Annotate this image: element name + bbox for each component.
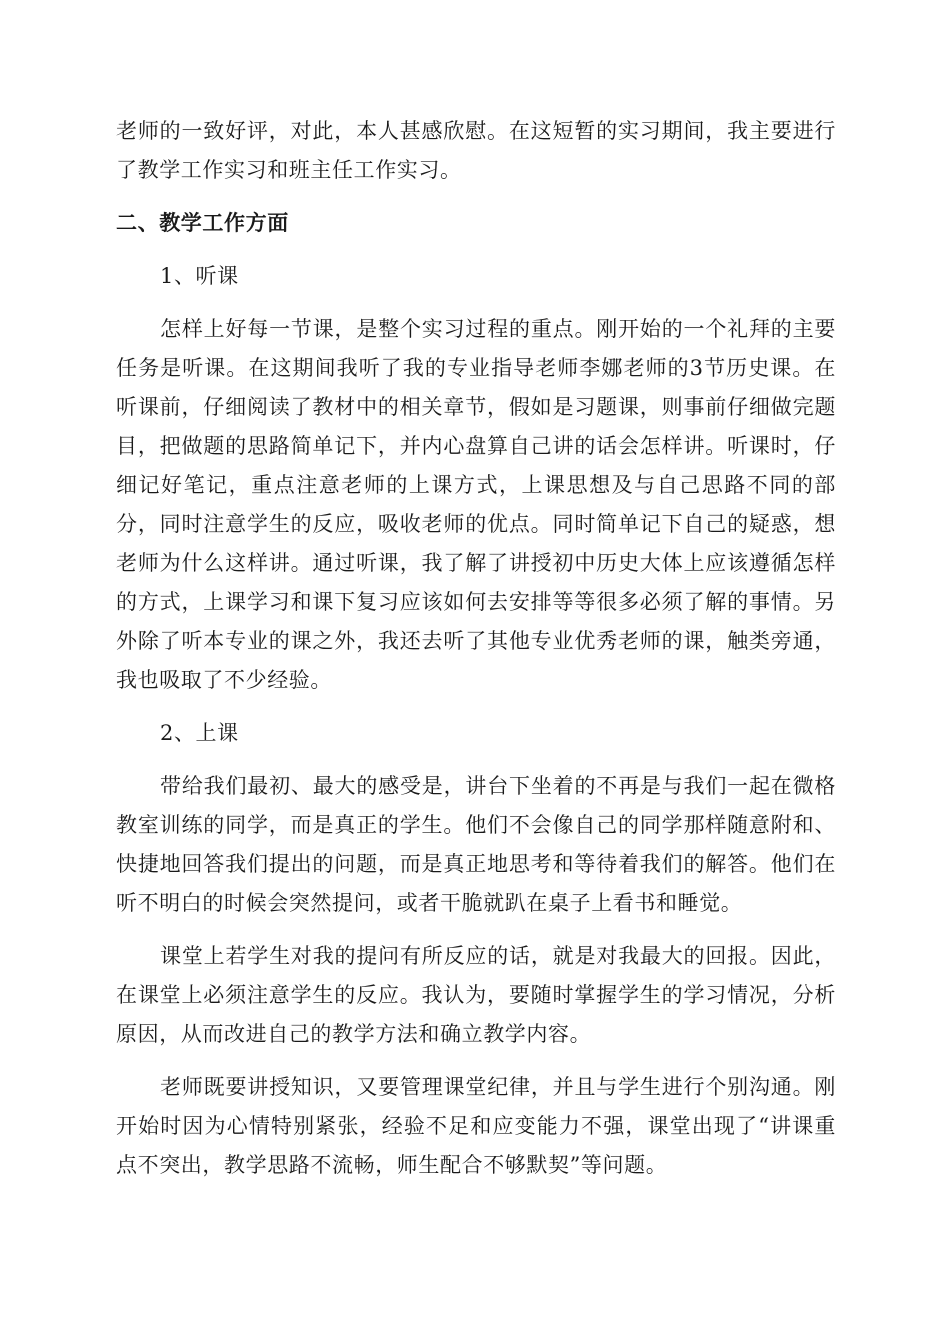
paragraph-teaching-1: 带给我们最初、最大的感受是，讲台下坐着的不再是与我们一起在微格教室训练的同学，而是真正的学生。他们不会像自己的同学那样随意附和、快捷地回答我们提出的问题，而是真正地思考和等待着我们的解答。他们在听不明白的时候会突然提问，或者干脆就趴在桌子上看书和睡觉。 [116, 774, 836, 915]
spacer [116, 296, 836, 310]
subsection-title-listening: 1、听课 [160, 264, 239, 288]
spacer [116, 753, 836, 767]
spacer [116, 190, 836, 204]
spacer [116, 923, 836, 937]
paragraph-teaching-2: 课堂上若学生对我的提问有所反应的话，就是对我最大的回报。因此，在课堂上必须注意学生的反应。我认为，要随时掌握学生的学习情况，分析原因，从而改进自己的教学方法和确立教学内容。 [116, 944, 836, 1046]
intro-paragraph: 老师的一致好评，对此，本人甚感欣慰。在这短暂的实习期间，我主要进行了教学工作实习和班主任工作实习。 [116, 119, 836, 182]
spacer [116, 1054, 836, 1068]
spacer [116, 700, 836, 714]
paragraph-teaching-3: 老师既要讲授知识，又要管理课堂纪律，并且与学生进行个别沟通。刚开始时因为心情特别紧张，经验不足和应变能力不强，课堂出现了“讲课重点不突出，教学思路不流畅，师生配合不够默契”等问题。 [116, 1075, 836, 1177]
paragraph-listening: 怎样上好每一节课，是整个实习过程的重点。刚开始的一个礼拜的主要任务是听课。在这期间我听了我的专业指导老师李娜老师的3节历史课。在听课前，仔细阅读了教材中的相关章节，假如是习题课，则事前仔细做完题目，把做题的思路简单记下，并内心盘算自己讲的话会怎样讲。听课时，仔细记好笔记，重点注意老师的上课方式，上课思想及与自己思路不同的部分，同时注意学生的反应，吸收老师的优点。同时简单记下自己的疑惑，想老师为什么这样讲。通过听课，我了解了讲授初中历史大体上应该遵循怎样的方式，上课学习和课下复习应该如何去安排等等很多必须了解的事情。另外除了听本专业的课之外，我还去听了其他专业优秀老师的课，触类旁通，我也吸取了不少经验。 [116, 317, 836, 692]
section-heading: 二、教学工作方面 [116, 211, 289, 235]
spacer [116, 243, 836, 257]
subsection-title-teaching: 2、上课 [160, 721, 239, 745]
document-page [116, 112, 836, 1185]
